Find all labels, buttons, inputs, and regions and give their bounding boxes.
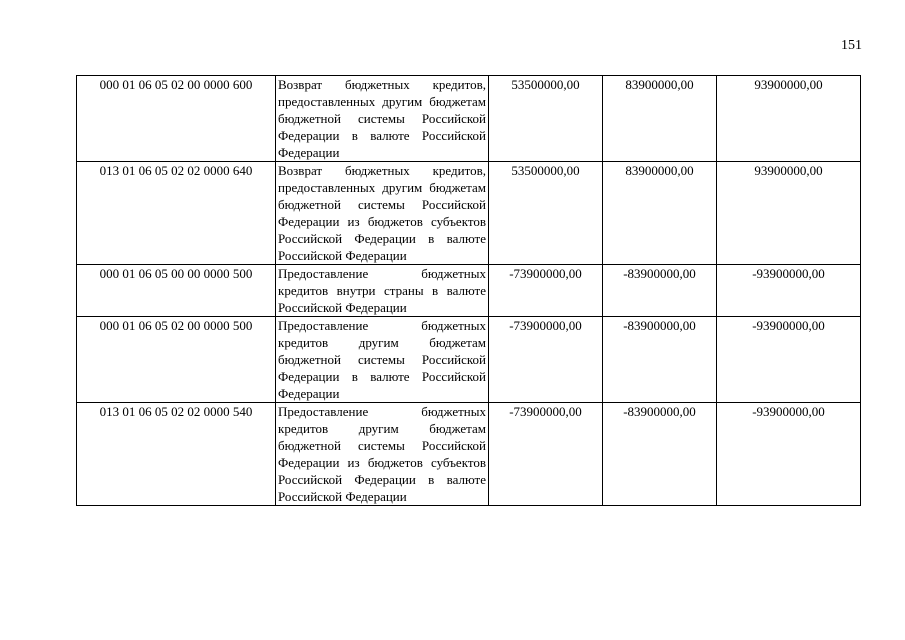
row-description: Возврат бюджетных кредитов, предоставленных другим бюджетам бюджетной системы Российской Федерации из бюджетов субъектов Российской Федерации в валюте Российской Федерации [276, 162, 489, 265]
amount-year-2: -83900000,00 [603, 403, 717, 506]
table-row [77, 403, 861, 506]
budget-classification-code: 013 01 06 05 02 02 0000 640 [77, 162, 276, 265]
page-number: 151 [841, 38, 862, 53]
row-description: Возврат бюджетных кредитов, предоставленных другим бюджетам бюджетной системы Российской Федерации в валюте Российской Федерации [276, 76, 489, 162]
amount-year-1: -73900000,00 [489, 403, 603, 506]
amount-year-1: 53500000,00 [489, 162, 603, 265]
amount-year-1: -73900000,00 [489, 317, 603, 403]
amount-year-2: -83900000,00 [603, 317, 717, 403]
amount-year-3: -93900000,00 [717, 403, 861, 506]
amount-year-2: 83900000,00 [603, 162, 717, 265]
table-row [77, 76, 861, 162]
table-row [77, 162, 861, 265]
amount-year-2: -83900000,00 [603, 265, 717, 317]
amount-year-2: 83900000,00 [603, 76, 717, 162]
amount-year-3: -93900000,00 [717, 265, 861, 317]
row-description: Предоставление бюджетных кредитов другим бюджетам бюджетной системы Российской Федерации в валюте Российской Федерации [276, 317, 489, 403]
row-description: Предоставление бюджетных кредитов другим бюджетам бюджетной системы Российской Федерации из бюджетов субъектов Российской Федерации в валюте Российской Федерации [276, 403, 489, 506]
budget-classification-code: 000 01 06 05 02 00 0000 600 [77, 76, 276, 162]
table-row [77, 317, 861, 403]
budget-classification-code: 000 01 06 05 02 00 0000 500 [77, 317, 276, 403]
amount-year-3: -93900000,00 [717, 317, 861, 403]
amount-year-3: 93900000,00 [717, 162, 861, 265]
budget-classification-code: 000 01 06 05 00 00 0000 500 [77, 265, 276, 317]
row-description: Предоставление бюджетных кредитов внутри страны в валюте Российской Федерации [276, 265, 489, 317]
table-row [77, 265, 861, 317]
amount-year-1: -73900000,00 [489, 265, 603, 317]
budget-sources-table [76, 75, 861, 506]
budget-classification-code: 013 01 06 05 02 02 0000 540 [77, 403, 276, 506]
amount-year-1: 53500000,00 [489, 76, 603, 162]
amount-year-3: 93900000,00 [717, 76, 861, 162]
